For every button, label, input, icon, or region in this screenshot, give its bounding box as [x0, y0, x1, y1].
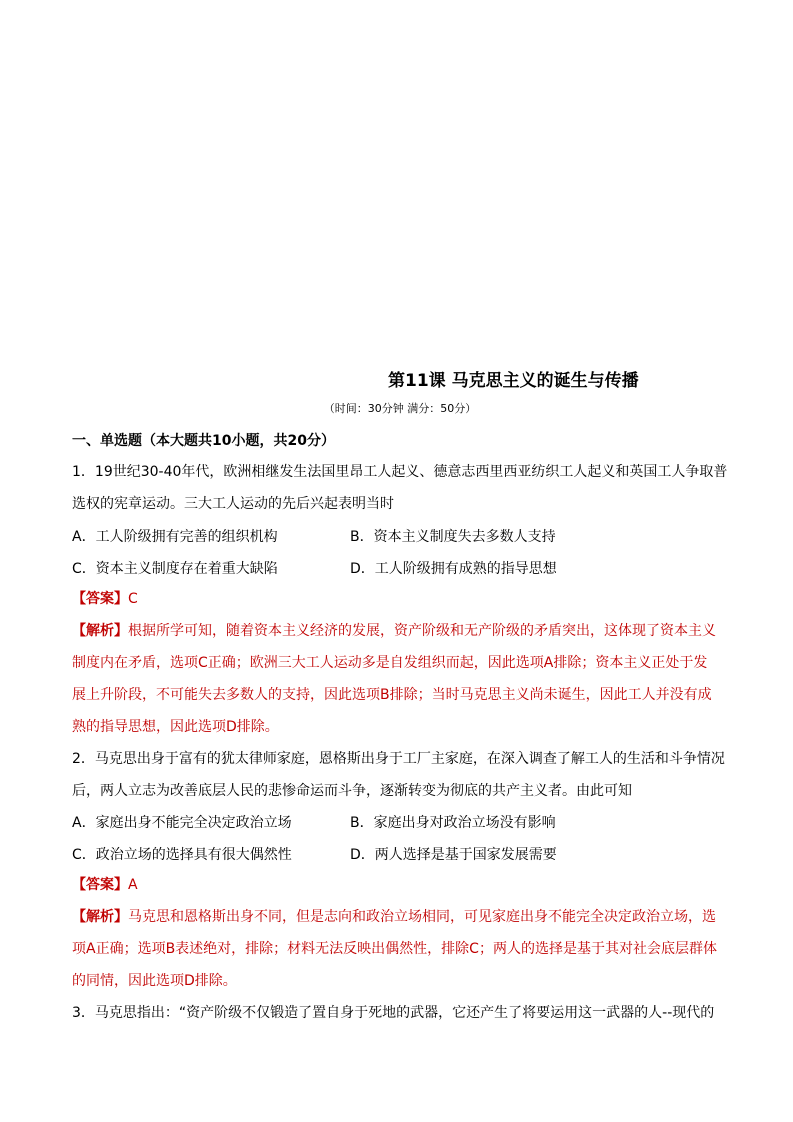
q2-stem-line1: 2．马克思出身于富有的犹太律师家庭，恩格斯出身于工厂主家庭，在深入调查了解工人的生活和斗争情况: [72, 751, 725, 767]
section-heading: 一、单选题（本大题共10小题，共20分）: [72, 433, 335, 449]
analysis-tag: 【解析】: [72, 909, 128, 925]
q2-analysis-line1: [72, 901, 716, 933]
q1-analysis-line2: 制度内在矛盾，选项C正确；欧洲三大工人运动多是自发组织而起，因此选项A排除；资本主义正处于发: [72, 655, 708, 671]
q3-stem-line1: 3．马克思指出：“资产阶级不仅锻造了置自身于死地的武器，它还产生了将要运用这一武器的人--现代的: [72, 1005, 715, 1021]
q2-stem-line2: 后，两人立志为改善底层人民的悲惨命运而斗争，逐渐转变为彻底的共产主义者。由此可知: [72, 783, 632, 799]
answer-value: A: [128, 877, 138, 893]
analysis-tag: 【解析】: [72, 623, 128, 639]
q1-stem-line1: 1．19世纪30-40年代，欧洲相继发生法国里昂工人起义、德意志西里西亚纺织工人起义和英国工人争取普: [72, 464, 728, 480]
analysis-text: 根据所学可知，随着资本主义经济的发展，资产阶级和无产阶级的矛盾突出，这体现了资本主义: [128, 623, 716, 639]
q2-option-c: C．政治立场的选择具有很大偶然性: [72, 847, 292, 863]
page-subtitle: （时间：30分钟 满分：50分）: [323, 402, 477, 415]
analysis-text: 马克思和恩格斯出身不同，但是志向和政治立场相同，可见家庭出身不能完全决定政治立场，选: [128, 909, 716, 925]
q2-option-d: D．两人选择是基于国家发展需要: [350, 847, 557, 863]
answer-value: C: [128, 591, 138, 607]
q1-analysis-line4: 熟的指导思想，因此选项D排除。: [72, 719, 279, 735]
q2-answer: [72, 869, 138, 901]
q2-analysis-line3: 的同情，因此选项D排除。: [72, 973, 237, 989]
q2-option-a: A．家庭出身不能完全决定政治立场: [72, 815, 292, 831]
q2-option-b: B．家庭出身对政治立场没有影响: [350, 815, 556, 831]
q1-option-c: C．资本主义制度存在着重大缺陷: [72, 561, 278, 577]
q1-option-b: B．资本主义制度失去多数人支持: [350, 529, 556, 545]
answer-tag: 【答案】: [72, 591, 128, 607]
answer-tag: 【答案】: [72, 877, 128, 893]
q1-option-d: D．工人阶级拥有成熟的指导思想: [350, 561, 557, 577]
q1-option-a: A．工人阶级拥有完善的组织机构: [72, 529, 278, 545]
q1-stem-line2: 选权的宪章运动。三大工人运动的先后兴起表明当时: [72, 496, 394, 512]
q1-answer: [72, 583, 138, 615]
q2-analysis-line2: 项A正确；选项B表述绝对，排除；材料无法反映出偶然性，排除C；两人的选择是基于其对社会底层群体: [72, 941, 717, 957]
page-title: 第11课 马克思主义的诞生与传播: [388, 371, 639, 391]
q1-analysis-line3: 展上升阶段，不可能失去多数人的支持，因此选项B排除；当时马克思主义尚未诞生，因此工人并没有成: [72, 687, 712, 703]
q1-analysis-line1: [72, 615, 716, 647]
